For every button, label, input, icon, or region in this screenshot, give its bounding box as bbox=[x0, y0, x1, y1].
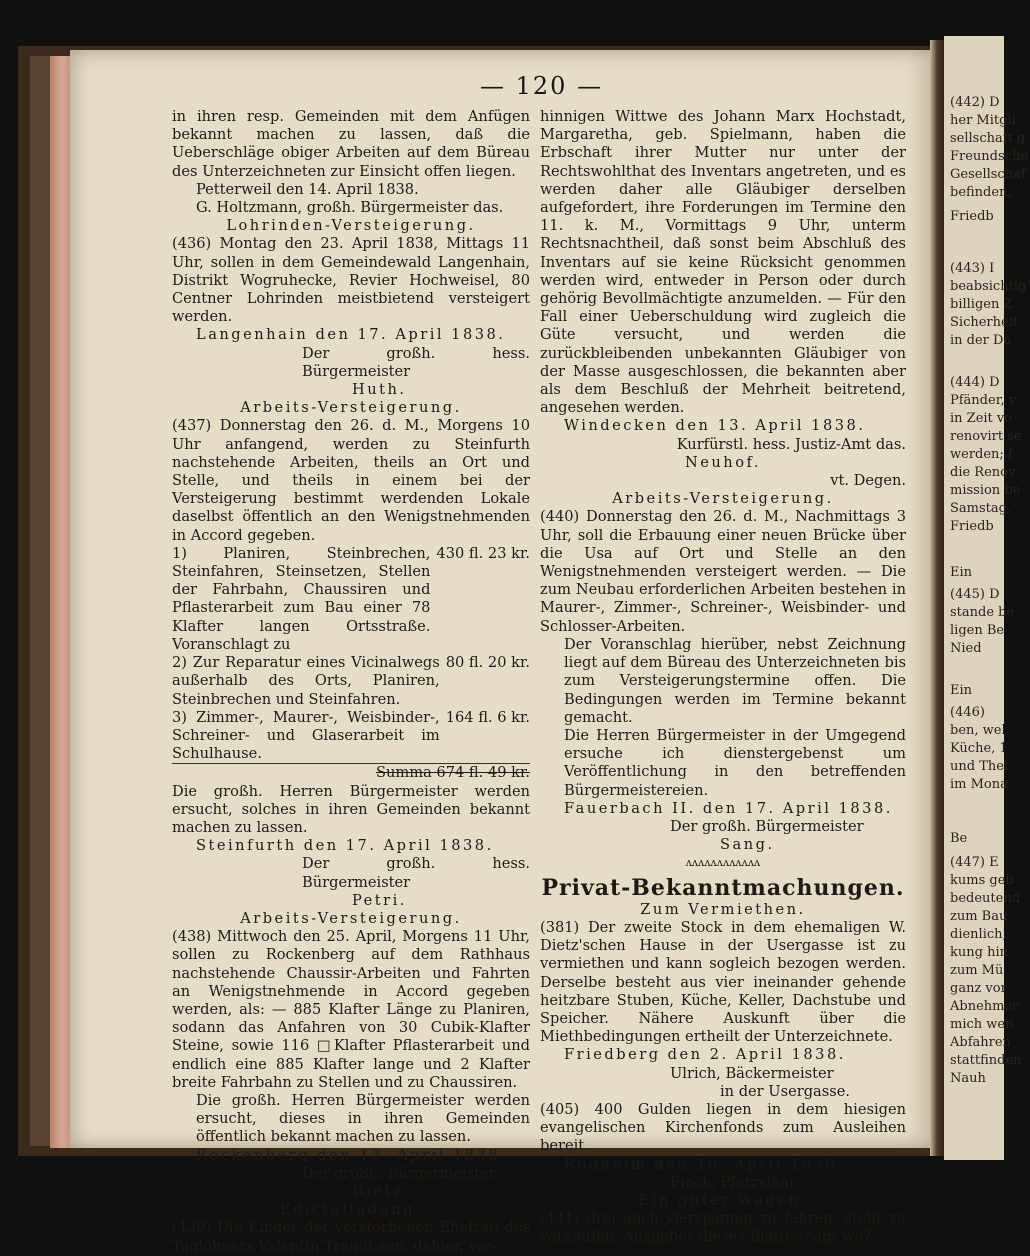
dateline: Rockenberg den 13. April 1838. bbox=[196, 1146, 508, 1164]
next-page-line: ligen Be bbox=[950, 623, 1005, 638]
item-amount: 164 fl. 6 kr. bbox=[445, 708, 530, 726]
next-page-line: Küche, 1 bbox=[950, 741, 1008, 756]
next-page-line: Sicherheit bbox=[950, 315, 1019, 330]
item-amount: 430 fl. 23 kr. bbox=[436, 544, 530, 562]
next-page-line: Nauh bbox=[950, 1071, 986, 1086]
right-column bbox=[540, 108, 906, 1247]
next-page-line: (446) bbox=[950, 705, 985, 720]
next-page-line: Pfänder, v bbox=[950, 393, 1017, 408]
next-page-line: ganz vor bbox=[950, 981, 1007, 996]
next-page-line: bedeutend bbox=[950, 891, 1021, 906]
next-page-line: Abnehmer bbox=[950, 999, 1019, 1014]
next-page-line: zum Bau bbox=[950, 909, 1008, 924]
next-page-line: beabsichtig bbox=[950, 279, 1027, 294]
next-page-line: Ein bbox=[950, 683, 973, 698]
section-heading: Neuhof. bbox=[684, 453, 761, 471]
next-page-line: renovirt se bbox=[950, 429, 1022, 444]
signature-line: G. Holtzmann, großh. Bürgermeister das. bbox=[196, 199, 504, 217]
next-page-line: (444) D bbox=[950, 375, 1000, 390]
signature-line: Der großh. hess. Bürgermeister bbox=[302, 344, 530, 380]
ornament-rule: ʌʌʌʌʌʌʌʌʌʌʌʌ bbox=[685, 856, 761, 870]
paragraph: Die großh. Herren Bürgermeister werden ersucht, dieses in ihren Gemeinden öffentlich bekannt machen zu lassen. bbox=[196, 1091, 530, 1146]
next-page-line: Abfahren bbox=[950, 1035, 1011, 1050]
paragraph: in ihren resp. Gemeinden mit dem Anfügen bekannt machen zu lassen, daß die Ueberschläge obiger Arbeiten auf dem Büreau des Unterzeichneten zur Einsicht offen liegen. bbox=[172, 108, 530, 180]
paragraph: (405) 400 Gulden liegen in dem hiesigen evangelischen Kirchenfonds zum Ausleihen bereit. bbox=[540, 1100, 906, 1155]
paragraph: Die großh. Herren Bürgermeister werden ersucht, solches in ihren Gemeinden bekannt machen zu lassen. bbox=[172, 782, 530, 836]
dateline: Rodheim den 10. April 1838. bbox=[564, 1155, 845, 1173]
sum-line: Summa 674 fl. 49 kr. bbox=[172, 763, 530, 782]
signature-line: Petterweil den 14. April 1838. bbox=[196, 180, 419, 198]
signature-name: Dietz. bbox=[352, 1182, 411, 1200]
signature-line: Der großh. Bürgermeister bbox=[302, 1164, 496, 1182]
section-heading: Arbeits-Versteigerung. bbox=[612, 490, 834, 508]
next-page-line: ben, wel bbox=[950, 723, 1006, 738]
next-page-line: Ein bbox=[950, 565, 973, 580]
signature-name: Sang. bbox=[720, 836, 775, 854]
section-heading: Zum Vermiethen. bbox=[640, 900, 806, 918]
signature-name: Petri. bbox=[352, 891, 407, 909]
next-page-line: Freundsche bbox=[950, 149, 1029, 164]
next-page-line: befinden, bbox=[950, 185, 1012, 200]
item-text: 1) Planiren, Steinbrechen, Steinfahren, Steinsetzen, Stellen der Fahrbahn, Chaussiren und Pflasterarbeit zum Bau einer 78 Klafter langen Ortsstraße. Voranschlagt zu bbox=[172, 544, 431, 653]
left-column bbox=[172, 108, 530, 1256]
next-page-line: Be bbox=[950, 831, 968, 846]
next-page-line: (442) D bbox=[950, 95, 1000, 110]
next-page-line: zum Mü bbox=[950, 963, 1004, 978]
next-page-line: im Mona bbox=[950, 777, 1008, 792]
page-red-edge bbox=[50, 56, 70, 1148]
next-page-line: stande be bbox=[950, 605, 1015, 620]
signature-line: in der Usergasse. bbox=[720, 1082, 850, 1100]
list-item bbox=[172, 545, 530, 654]
signature-line: Der großh. hess. Bürgermeister bbox=[302, 855, 530, 891]
next-page-line: billigen Z bbox=[950, 297, 1013, 312]
next-page-line: Friedb bbox=[950, 209, 994, 224]
next-page-line: her Mitgli bbox=[950, 113, 1016, 128]
section-heading: Ein guter Wagen, bbox=[638, 1191, 808, 1209]
next-page-line: die Renov bbox=[950, 465, 1016, 480]
list-item bbox=[172, 709, 530, 764]
section-heading: Edictalladung. bbox=[279, 1201, 423, 1219]
list-item bbox=[172, 654, 530, 709]
next-page-line: (443) I bbox=[950, 261, 995, 276]
dateline: Steinfurth den 17. April 1838. bbox=[196, 837, 494, 855]
next-page-line: sellschaft g bbox=[950, 131, 1026, 146]
signature-line: Finck, Pfarrvikar. bbox=[670, 1173, 799, 1191]
next-page-line: dienlich, bbox=[950, 927, 1007, 942]
signature-line: vt. Degen. bbox=[830, 472, 906, 490]
dateline: Windecken den 13. April 1838. bbox=[564, 417, 866, 435]
paragraph: (381) Der zweite Stock in dem ehemaligen W. Dietz'schen Hause in der Usergasse ist zu vermiethen und kann sogleich bezogen werden. Derselbe besteht aus vier ineinander gehende heitzbare Stuben, Küche, Keller, Dachstube und Speicher. Nähere Auskunft über die Miethbedingungen ertheilt der Unterzeichnete. bbox=[540, 918, 906, 1046]
paragraph: Die Herren Bürgermeister in der Umgegend ersuche ich dienstergebenst um Veröffentlichung in den betreffenden Bürgermeistereien. bbox=[564, 726, 906, 799]
next-page-line: und Thei bbox=[950, 759, 1009, 774]
next-page-line: in Zeit vo bbox=[950, 411, 1013, 426]
dateline: Fauerbach II. den 17. April 1838. bbox=[564, 799, 893, 817]
next-page-line: stattfinden bbox=[950, 1053, 1022, 1068]
paragraph: (439) Die Kinder der verstorbenen Ehefrau des Taglöhners Valentin Treudt sen. dahier, vor- bbox=[172, 1219, 530, 1255]
next-page-line: Nied bbox=[950, 641, 982, 656]
paragraph: (441) drei auch vierspännig zu fahren, steht zu verkaufen. Ausgeber dieses Blattes sagt wo? bbox=[540, 1210, 906, 1246]
next-page-line: Gesellschaf bbox=[950, 167, 1026, 182]
next-page-line: kums geb bbox=[950, 873, 1014, 888]
paragraph: (436) Montag den 23. April 1838, Mittags 11 Uhr, sollen in dem Gemeindewald Langenhain, Distrikt Wogruhecke, Revier Hochweisel, 80 Centner Lohrinden meistbietend versteigert werden. bbox=[172, 235, 530, 326]
next-page-line: mission be bbox=[950, 483, 1021, 498]
item-amount: 80 fl. 20 kr. bbox=[445, 654, 530, 672]
signature-line: Der großh. Bürgermeister bbox=[670, 817, 864, 835]
next-page-line: Friedb bbox=[950, 519, 994, 534]
section-heading: Arbeits-Versteigerung. bbox=[240, 909, 462, 927]
section-heading: Lohrinden-Versteigerung. bbox=[226, 217, 476, 235]
item-text: 2) Zur Reparatur eines Vicinalwegs außerhalb des Orts, Planiren, Steinbrechen und Steinfahren. bbox=[172, 654, 440, 708]
next-page-line: mich wen bbox=[950, 1017, 1014, 1032]
paragraph: hinnigen Wittwe des Johann Marx Hochstadt, Margaretha, geb. Spielmann, haben die Erbschaft ihrer Mutter nur unter der Rechtswohlthat des Inventars angetreten, und es werden daher alle Gläubiger derselben aufgefordert, ihre Forderungen im Termine den 11. k. M., Vormittags 9 Uhr, unterm Rechtsnachtheil, daß sonst beim Abschluß des Inventars auf sie keine Rücksicht genommen werden wird, entweder in Person oder durch gehörig Bevollmächtigte anzumelden. — Für den Fall einer Ueberschuldung wird zugleich die Güte versucht, und werden die zurückbleibenden unbekannten Gläubiger von der Masse ausgeschlossen, die bekannten aber als dem Beschluß der Mehrheit beitretend, angesehen werden. bbox=[540, 108, 906, 417]
next-page-line: Samstag, bbox=[950, 501, 1012, 516]
next-page-line: (445) D bbox=[950, 587, 1000, 602]
signature-line: Kurfürstl. hess. Justiz-Amt das. bbox=[676, 435, 906, 453]
section-title: Privat-Bekanntmachungen. bbox=[541, 874, 905, 901]
dateline: Langenhain den 17. April 1838. bbox=[196, 326, 506, 344]
section-heading: Arbeits-Versteigerung. bbox=[240, 399, 462, 417]
item-text: 3) Zimmer-, Maurer-, Weisbinder-, Schreiner- und Glaserarbeit im Schulhause. bbox=[172, 708, 440, 763]
paragraph: (438) Mittwoch den 25. April, Morgens 11 Uhr, sollen zu Rockenberg auf dem Rathhaus nachstehende Chaussir-Arbeiten und Fahrten an Wenigstnehmende in Accord gegeben werden, als: — 885 Klafter Länge zu Planiren, sodann das Anfahren von 30 Cubik-Klafter Steine, sowie 116 □Klafter Pflasterarbeit und endlich eine 885 Klafter lange und 2 Klafter breite Fahrbahn zu Stellen und zu Chaussiren. bbox=[172, 928, 530, 1091]
signature-name: Huth. bbox=[352, 381, 407, 399]
next-page-line: werden; f bbox=[950, 447, 1013, 462]
paragraph: (440) Donnerstag den 26. d. M., Nachmittags 3 Uhr, soll die Erbauung einer neuen Brücke über die Usa auf Ort und Stelle an den Wenigstnehmenden versteigert werden. — Die zum Neubau erforderlichen Arbeiten bestehen in Maurer-, Zimmer-, Schreiner-, Weisbinder- und Schlosser-Arbeiten. bbox=[540, 508, 906, 635]
signature-line: Ulrich, Bäckermeister bbox=[670, 1064, 834, 1082]
next-page-line: kung hin bbox=[950, 945, 1008, 960]
paragraph: (437) Donnerstag den 26. d. M., Morgens 10 Uhr anfangend, werden zu Steinfurth nachstehende Arbeiten, theils an Ort und Stelle, und theils in einem bei der Versteigerung bestimmt werdenden Lokale daselbst öffentlich an den Wenigstnehmenden in Accord gegeben. bbox=[172, 417, 530, 544]
next-page-line: in der Da bbox=[950, 333, 1012, 348]
book-spine bbox=[30, 56, 52, 1146]
page-number: — 120 — bbox=[480, 72, 604, 100]
dateline: Friedberg den 2. April 1838. bbox=[564, 1046, 846, 1064]
next-page-line: (447) E bbox=[950, 855, 999, 870]
paragraph: Der Voranschlag hierüber, nebst Zeichnung liegt auf dem Büreau des Unterzeichneten bis zum Versteigerungstermine offen. Die Bedingungen werden im Termine bekannt gemacht. bbox=[564, 635, 906, 726]
next-page-fragment bbox=[944, 36, 1029, 1160]
